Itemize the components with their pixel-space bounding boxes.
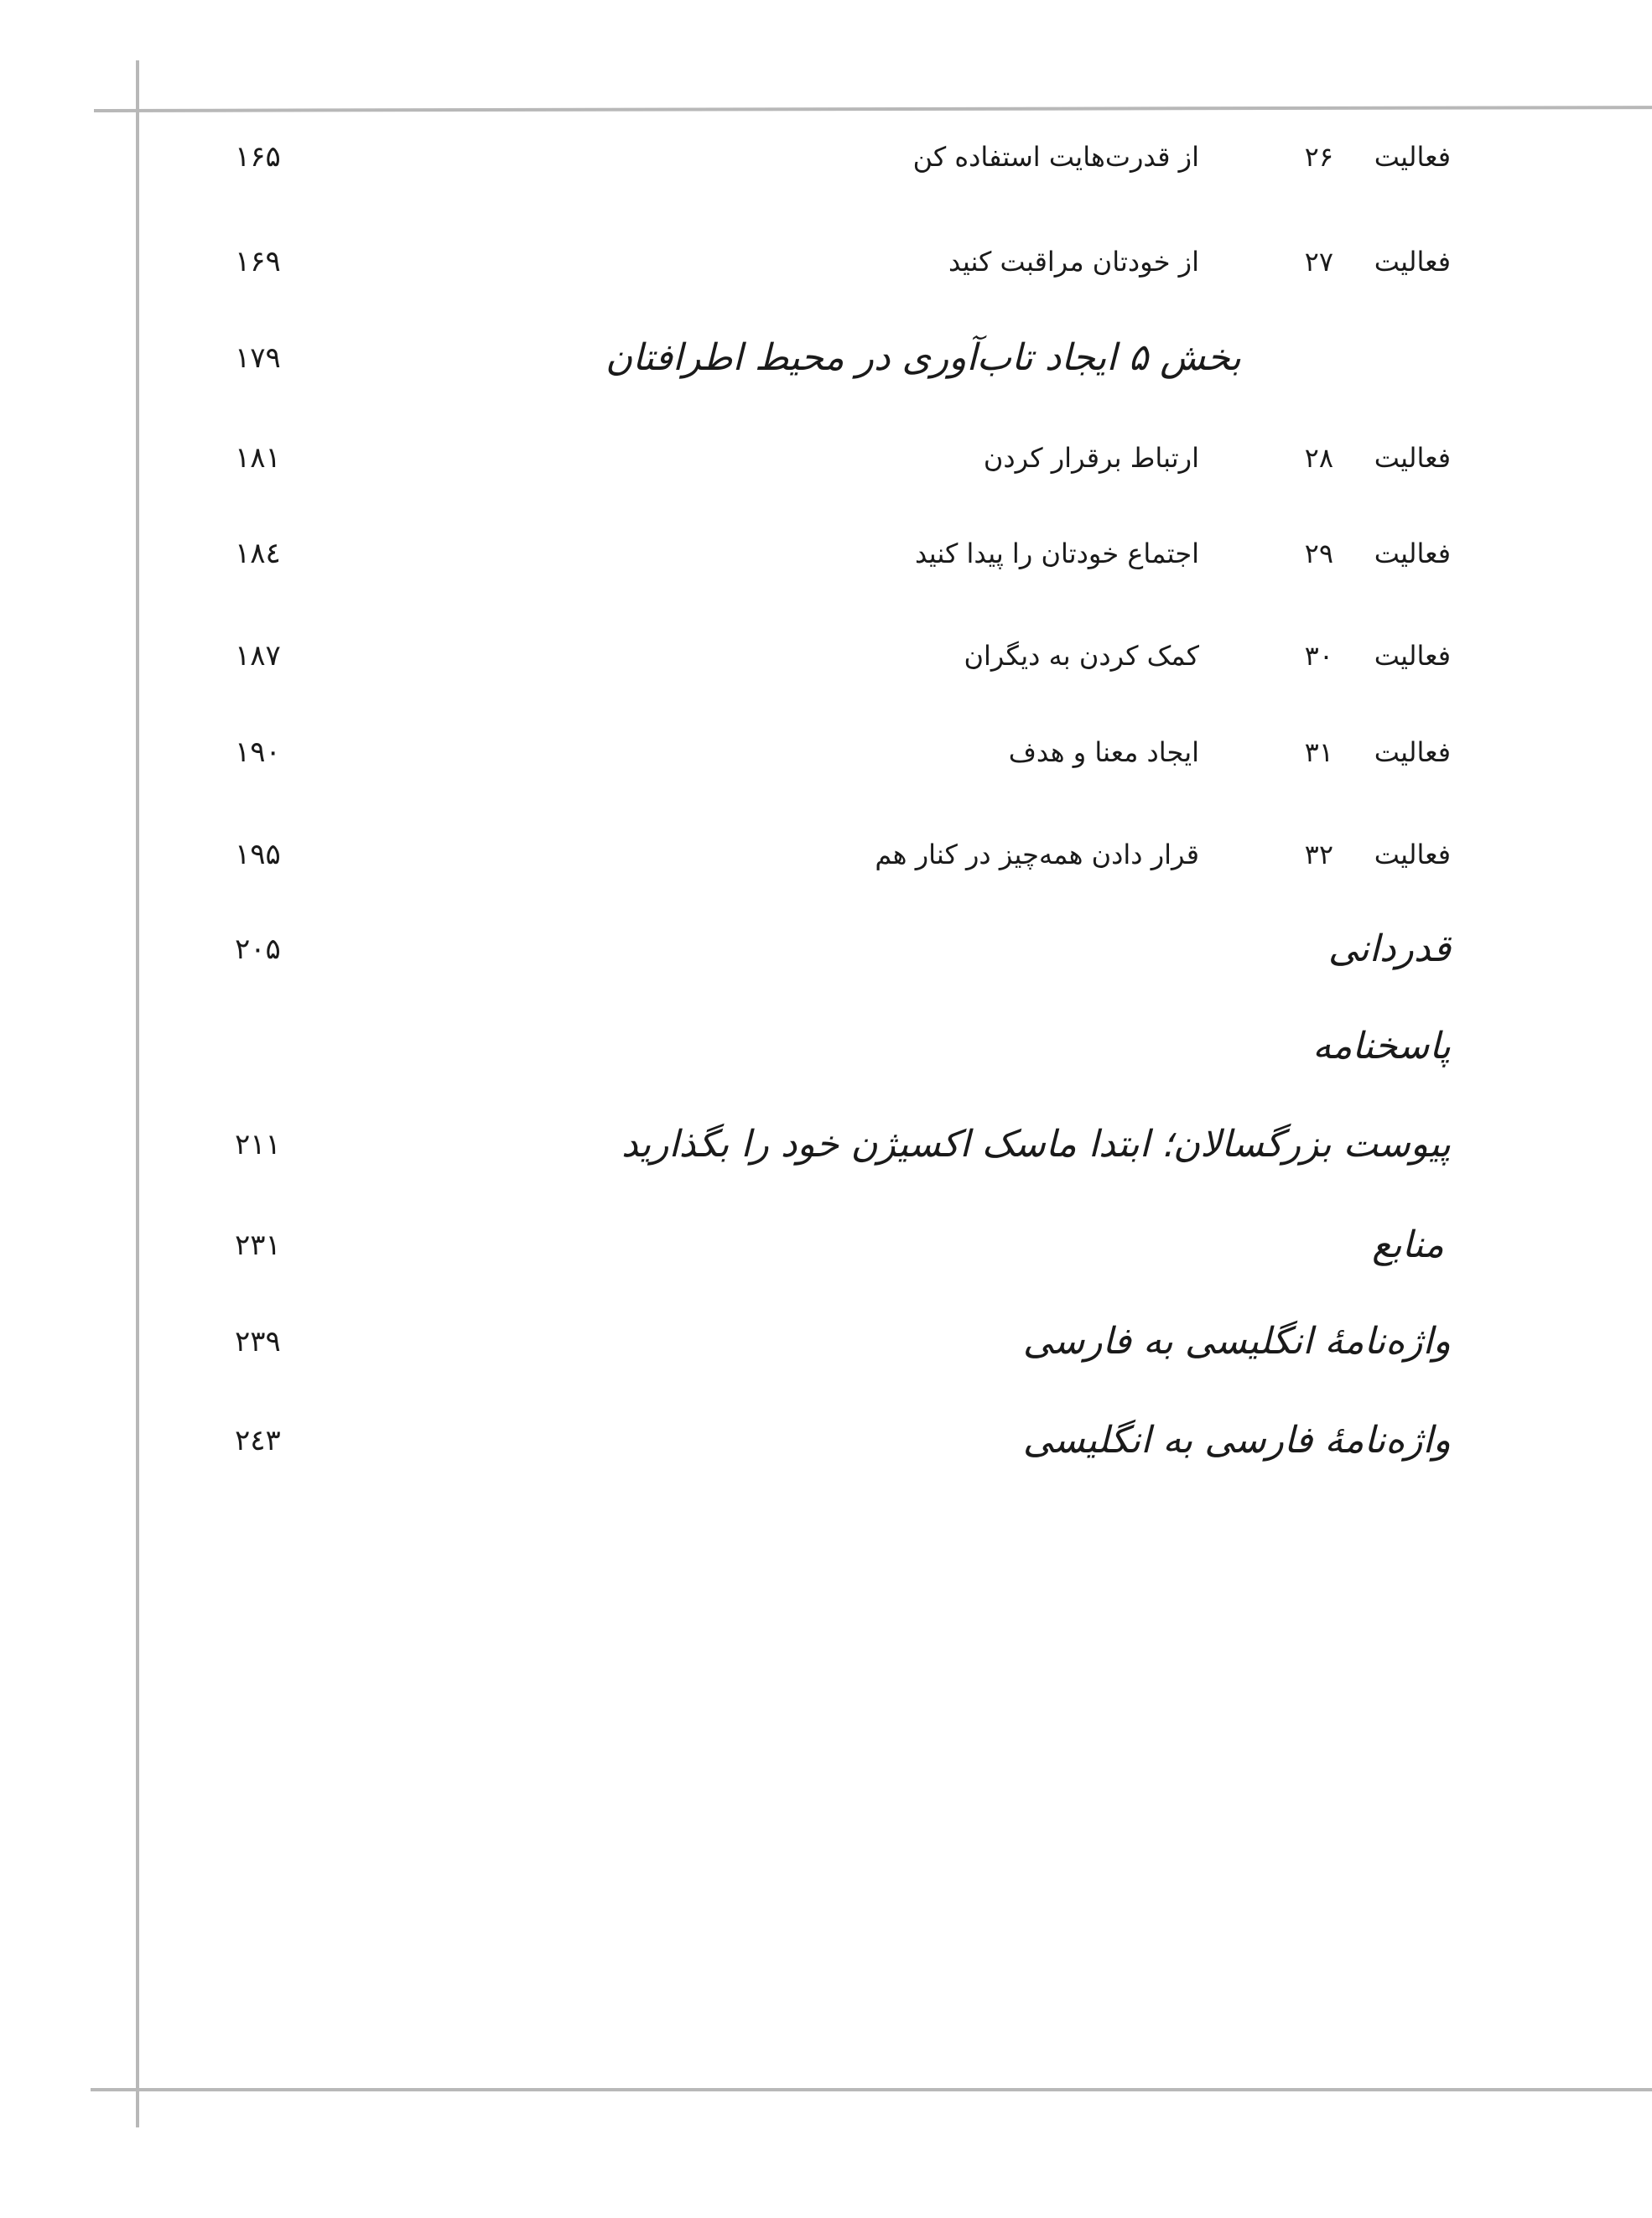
page-number: ۱۶۵ (235, 140, 281, 174)
activity-number: ۳۲ (1304, 839, 1333, 870)
page-number: ۱۶۹ (235, 245, 281, 278)
section-title: قدردانی (1327, 927, 1451, 970)
activity-title: قرار دادن همه‌چیز در کنار هم (875, 839, 1199, 870)
activity-label: فعالیت (1374, 640, 1451, 672)
activity-number: ۳۰ (1304, 640, 1333, 672)
toc-entry-activity-30[interactable] (0, 626, 1652, 685)
page-number: ۲٤۳ (235, 1424, 281, 1457)
activity-label: فعالیت (1374, 538, 1451, 569)
page-number: ۱۸٤ (235, 537, 281, 570)
section-title: بخش ۵ ایجاد تاب‌آوری در محیط اطرافتان (605, 336, 1241, 379)
toc-entry-answer-key[interactable] (0, 1017, 1652, 1076)
top-rule (94, 106, 1652, 112)
activity-label: فعالیت (1374, 839, 1451, 870)
toc-entry-adult-appendix[interactable] (0, 1115, 1652, 1174)
activity-number: ۲۶ (1304, 141, 1333, 173)
page-number: ۱۹۰ (235, 735, 281, 769)
activity-label: فعالیت (1374, 442, 1451, 474)
activity-title: کمک کردن به دیگران (964, 640, 1199, 672)
toc-entry-activity-28[interactable] (0, 429, 1652, 487)
section-title: منابع (1372, 1223, 1444, 1266)
toc-entry-section-5[interactable] (0, 329, 1652, 387)
activity-label: فعالیت (1374, 141, 1451, 173)
toc-entry-activity-26[interactable] (0, 127, 1652, 186)
section-title: پیوست بزرگسالان؛ ابتدا ماسک اکسیژن خود را بگذارید (621, 1123, 1451, 1166)
toc-entry-activity-29[interactable] (0, 524, 1652, 583)
page-number: ۲۱۱ (235, 1128, 281, 1161)
toc-entry-activity-32[interactable] (0, 825, 1652, 884)
activity-number: ۲۸ (1304, 442, 1333, 474)
page-number: ۲۳۱ (235, 1228, 281, 1262)
activity-number: ۲۹ (1304, 538, 1333, 569)
page-number (235, 1017, 335, 1076)
page-number: ۱۹۵ (235, 838, 281, 871)
activity-title: از قدرت‌هایت استفاده کن (912, 141, 1199, 173)
section-title: پاسخنامه (1312, 1025, 1451, 1067)
page-number: ۱۷۹ (235, 341, 281, 375)
bottom-rule (91, 2088, 1652, 2091)
activity-number: ۲۷ (1304, 246, 1333, 278)
page-number: ۲۳۹ (235, 1325, 281, 1358)
toc-entry-activity-31[interactable] (0, 723, 1652, 782)
page-number: ۱۸۱ (235, 441, 281, 475)
activity-title: ایجاد معنا و هدف (1008, 736, 1199, 768)
activity-label: فعالیت (1374, 246, 1451, 278)
toc-entry-references[interactable] (0, 1216, 1652, 1275)
activity-number: ۳۱ (1304, 736, 1333, 768)
toc-entry-acknowledgments[interactable] (0, 920, 1652, 979)
activity-title: ارتباط برقرار کردن (983, 442, 1199, 474)
page-number: ۱۸۷ (235, 639, 281, 673)
page-number: ۲۰۵ (235, 932, 281, 966)
toc-entry-glossary-en-fa[interactable] (0, 1312, 1652, 1371)
section-title: واژه‌نامهٔ فارسی به انگلیسی (1022, 1419, 1451, 1462)
activity-title: از خودتان مراقبت کنید (948, 246, 1199, 278)
section-title: واژه‌نامهٔ انگلیسی به فارسی (1022, 1320, 1451, 1363)
activity-label: فعالیت (1374, 736, 1451, 768)
activity-title: اجتماع خودتان را پیدا کنید (914, 538, 1199, 569)
toc-entry-glossary-fa-en[interactable] (0, 1411, 1652, 1470)
toc-entry-activity-27[interactable] (0, 232, 1652, 291)
